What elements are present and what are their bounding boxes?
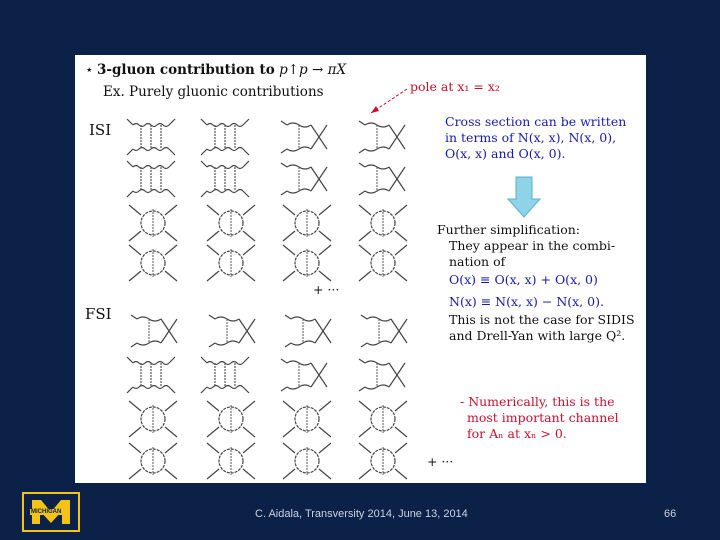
fsi-label: FSI [85, 305, 112, 323]
appear-line-2: nation of [449, 254, 506, 269]
slide-content-panel [75, 55, 646, 483]
not-case-line-1: This is not the case for SIDIS [449, 312, 635, 327]
further-simplification: Further simplification: [437, 222, 580, 237]
bullet-star-icon: ⋆ [85, 62, 94, 78]
not-case-line-2: and Drell-Yan with large Q². [449, 328, 626, 343]
numerically-line-1: - Numerically, this is the [460, 394, 615, 409]
title-formula: p↑p → πX [279, 62, 347, 78]
numerically-line-3: for Aₙ at xₙ > 0. [467, 426, 567, 441]
equation-N: N(x) ≡ N(x, x) − N(x, 0). [449, 294, 604, 309]
title-line-2: Ex. Purely gluonic contributions [103, 84, 324, 100]
cross-section-line-3: O(x, x) and O(x, 0). [445, 146, 566, 161]
michigan-logo [22, 492, 80, 532]
isi-label: ISI [89, 121, 112, 139]
plus-dots-fsi: + ··· [427, 454, 454, 469]
equation-O: O(x) ≡ O(x, x) + O(x, 0) [449, 272, 598, 287]
cross-section-line-2: in terms of N(x, x), N(x, 0), [445, 130, 617, 145]
plus-dots-isi: + ··· [313, 282, 340, 297]
cross-section-line-1: Cross section can be written [445, 114, 627, 129]
pole-label: pole at x₁ = x₂ [410, 79, 500, 94]
appear-line-1: They appear in the combi- [449, 238, 616, 253]
logo-text: MICHIGAN [31, 509, 62, 515]
page-number: 66 [664, 508, 677, 520]
title-prefix: 3-gluon contribution to [97, 62, 275, 78]
numerically-line-2: most important channel [467, 410, 619, 425]
footer-text: C. Aidala, Transversity 2014, June 13, 2014 [255, 508, 468, 520]
